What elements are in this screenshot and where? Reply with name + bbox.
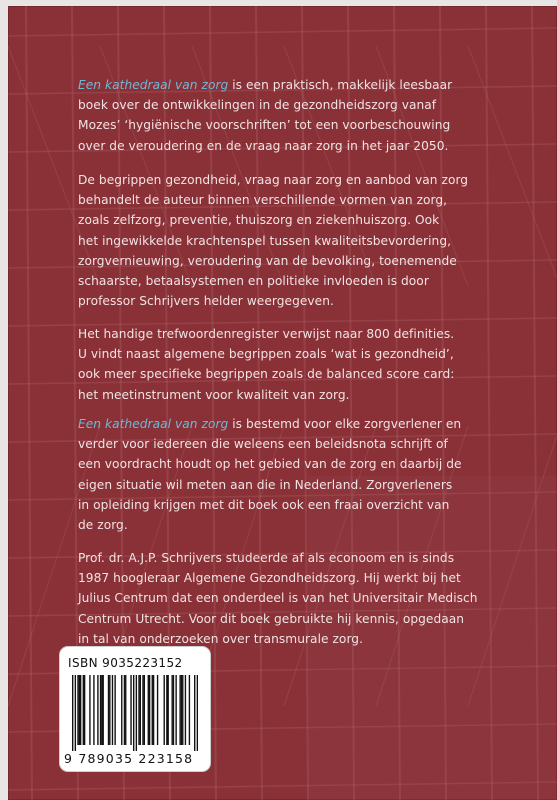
text-run: 1987 hoogleraar Algemene Gezondheidszorg. Hij werkt bij het <box>78 571 461 586</box>
text-line <box>78 271 533 291</box>
paragraph-begrippen <box>78 170 533 311</box>
text-line <box>78 568 533 588</box>
text-line <box>78 609 533 629</box>
text-line <box>78 629 533 649</box>
text-line <box>78 475 533 495</box>
paragraph-auteur <box>78 548 533 649</box>
text-run: Centrum Utrecht. Voor dit boek gebruikte hij kennis, opgedaan <box>78 611 465 626</box>
text-run: verder voor iedereen die weleens een beleidsnota schrijft of <box>78 437 448 452</box>
text-run: is bestemd voor elke zorgverlener en <box>228 417 462 431</box>
text-run: professor Schrijvers helder weergegeven. <box>78 294 334 309</box>
text-run: boek over de ontwikkelingen in de gezondheidszorg vanaf <box>78 98 437 113</box>
text-line <box>78 75 533 95</box>
text-line <box>78 115 533 135</box>
text-line <box>78 251 533 271</box>
text-line <box>78 136 533 156</box>
text-run: Mozes’ ‘hygiënische voorschriften’ tot een voorbeschouwing <box>78 118 451 133</box>
text-run: het meetinstrument voor kwaliteit van zorg. <box>78 387 350 402</box>
text-line <box>78 291 533 311</box>
text-line <box>78 588 533 608</box>
text-run: de zorg. <box>78 518 128 533</box>
text-run: schaarste, betaalsystemen en politieke invloeden is door <box>78 274 429 289</box>
text-run: eigen situatie wil meten aan die in Nederland. Zorgverleners <box>78 477 453 492</box>
text-line <box>78 414 533 434</box>
text-run: Julius Centrum dat een onderdeel is van het Universitair Medisch <box>78 591 478 606</box>
text-run: het ingewikkelde krachtenspel tussen kwaliteitsbevordering, <box>78 233 452 248</box>
text-line <box>78 495 533 515</box>
text-run: over de veroudering en de vraag naar zorg in het jaar 2050. <box>78 138 449 153</box>
text-line <box>78 515 533 535</box>
barcode-bars <box>72 675 198 751</box>
paragraph-intro <box>78 75 533 156</box>
text-line <box>78 95 533 115</box>
text-line <box>78 434 533 454</box>
text-run: is een praktisch, makkelijk leesbaar <box>228 78 453 92</box>
text-line <box>78 190 533 210</box>
text-line <box>78 231 533 251</box>
text-line <box>78 170 533 190</box>
text-run: in opleiding krijgen met dit boek ook een fraai overzicht van <box>78 497 450 512</box>
text-run: zoals zelfzorg, preventie, thuiszorg en ziekenhuiszorg. Ook <box>78 213 440 228</box>
isbn-number: ISBN 9035223152 <box>68 656 183 670</box>
text-line <box>78 454 533 474</box>
text-line <box>78 210 533 230</box>
text-run: De begrippen gezondheid, vraag naar zorg en aanbod van zorg <box>78 173 469 187</box>
text-run: Het handige trefwoordenregister verwijst naar 800 definities. <box>78 327 455 341</box>
text-run: Prof. dr. A.J.P. Schrijvers studeerde af als econoom en is sinds <box>78 551 455 565</box>
text-run: in tal van onderzoeken over transmurale zorg. <box>78 631 363 646</box>
book-title-highlight: Een kathedraal van zorg <box>78 417 229 431</box>
text-run: zorgvernieuwing, veroudering van de bevolking, toenemende <box>78 253 457 268</box>
paragraph-doelgroep <box>78 414 533 535</box>
text-line <box>78 385 533 405</box>
text-run: U vindt naast algemene begrippen zoals ‘wat is gezondheid’, <box>78 347 454 362</box>
text-run: een voordracht houdt op het gebied van de zorg en daarbij de <box>78 457 462 472</box>
book-title-highlight: Een kathedraal van zorg <box>78 78 229 92</box>
text-run: behandelt de auteur binnen verschillende vormen van zorg, <box>78 193 448 208</box>
text-line <box>78 324 533 344</box>
barcode-label <box>60 647 210 771</box>
text-line <box>78 548 533 568</box>
paragraph-register <box>78 324 533 405</box>
ean-number: 9 789035 223158 <box>64 751 194 766</box>
text-line <box>78 364 533 384</box>
text-line <box>78 344 533 364</box>
text-run: ook meer specifieke begrippen zoals de balanced score card: <box>78 367 455 382</box>
